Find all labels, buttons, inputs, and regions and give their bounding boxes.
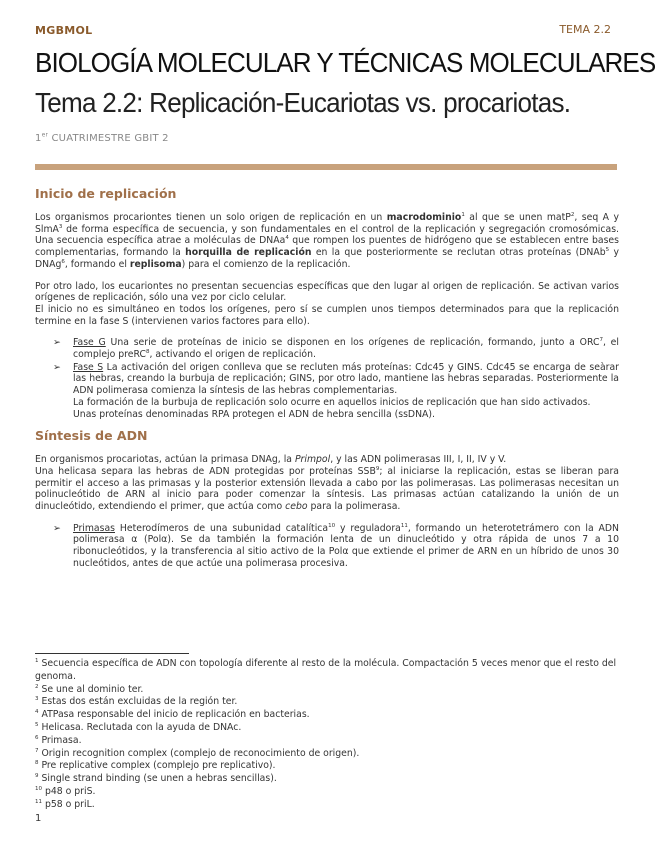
footnote — [35, 748, 619, 761]
footnote-text: Single strand binding (se unen a hebras sencillas). — [38, 773, 277, 785]
footnote-text: p58 o priL. — [42, 798, 95, 810]
arrow-bullet-icon: ➢ — [53, 337, 61, 349]
term-primasas: Primasas — [73, 522, 115, 534]
phase-list — [35, 337, 619, 420]
text-span: y reguladora — [335, 522, 401, 534]
text-span: , formando un heterotetrámero con la ADN polimerasa α (Polα). Se da también la formación lenta de un dinucleótido y otra rápida de unos 7 a 10 ribonucleótidos, y la transferencia al sitio activo de la Polα que extiende el primer de ARN en un híbrido de unos 30 nucleótidos, antes de que actúe una polimerasa procesiva. — [73, 522, 619, 569]
footnote-text: p48 o priS. — [42, 785, 96, 797]
footnote-ref: 6 — [61, 258, 65, 265]
paragraph-helicasa — [35, 466, 619, 513]
footnote-ref: 1 — [461, 211, 465, 218]
text-span: , activando el origen de replicación. — [149, 349, 316, 361]
footnote-number: 2 — [35, 683, 39, 690]
footnote — [35, 696, 619, 709]
text-span: que rompen los puentes de hidrógeno que se establecen entre bases complementarias, formando la — [35, 235, 619, 259]
bold-term-replisoma: replisoma — [129, 258, 182, 270]
footnote-ref: 8 — [146, 348, 150, 355]
footnote-number: 5 — [35, 721, 39, 728]
footnote — [35, 684, 619, 697]
footnote-divider — [35, 653, 189, 654]
footnote — [35, 760, 619, 773]
text-span: de forma específica de secuencia, y son fundamentales en el control de la replicación y segregación cromosómicas. Una secuencia específica atrae a moléculas de DNAa — [35, 223, 619, 247]
footnote-ref: 9 — [375, 465, 380, 472]
title-divider — [35, 164, 617, 170]
footnote-text: Secuencia específica de ADN con topología diferente al resto de la molécula. Compactación 5 veces menor que el resto del genoma. — [35, 658, 617, 682]
footnote-number: 10 — [35, 785, 42, 792]
footnote-number: 11 — [35, 798, 42, 805]
document-subtitle-title: Tema 2.2: Replicación-Eucariotas vs. procariotas. — [35, 87, 571, 118]
footnote-text: Origin recognition complex (complejo de reconocimiento de origen). — [38, 747, 360, 759]
text-span: , el complejo preRC — [73, 337, 619, 361]
main-content — [35, 186, 619, 578]
text-span: al que se unen matP — [464, 212, 571, 223]
footnote — [35, 709, 619, 722]
footnote-number: 3 — [35, 696, 39, 703]
footnote-text: Primasa. — [38, 734, 82, 746]
course-info-sup: er — [41, 131, 49, 139]
footnote-number: 4 — [35, 709, 39, 716]
footnote-ref: 5 — [605, 247, 610, 254]
term-fase-g: Fase G — [73, 337, 106, 349]
italic-term-cebo: cebo — [285, 501, 308, 513]
text-span: Unas proteínas denominadas RPA protegen el ADN de hebra sencilla (ssDNA). — [73, 408, 435, 420]
text-span: Los organismos procariontes tienen un solo origen de replicación en un — [35, 212, 387, 223]
footnotes — [35, 658, 619, 812]
footnote-number: 1 — [35, 657, 39, 664]
text-span: Una helicasa separa las hebras de ADN protegidas por proteínas SSB — [35, 465, 376, 477]
paragraph-eucariontes-2: El inicio no es simultáneo en todos los orígenes, pero sí se cumplen unos tiempos determinados para que la replicación termine en la fase S (intervienen varios factores para ello). — [35, 303, 619, 327]
text-span: ) para el comienzo de la replicación. — [181, 258, 351, 270]
list-item-fase-g — [53, 337, 619, 360]
bold-term-macrodominio: macrodominio — [386, 212, 462, 223]
text-span: , formando el — [64, 258, 130, 270]
arrow-bullet-icon: ➢ — [53, 522, 61, 534]
page-number: 1 — [35, 813, 42, 824]
text-span: , seq A y SlmA — [35, 212, 619, 235]
section-heading-inicio: Inicio de replicación — [35, 186, 177, 201]
footnote-ref: 2 — [570, 211, 575, 218]
text-span: en la que posteriormente se reclutan otras proteínas (DNAb — [311, 247, 606, 259]
header-brand: MGBMOL — [35, 24, 93, 37]
footnote — [35, 722, 619, 735]
course-info-prefix: 1 — [35, 133, 42, 144]
paragraph-procariontes — [35, 212, 619, 271]
footnote-ref: 7 — [599, 337, 603, 344]
section-heading-sintesis: Síntesis de ADN — [35, 428, 148, 444]
term-fase-s: Fase S — [73, 361, 104, 373]
footnote — [35, 786, 619, 799]
footnote — [35, 799, 619, 812]
text-span: ; al iniciarse la replicación, estas se liberan para permitir el acceso a las primasas y la posterior extensión llevada a cabo por las polimerasas. Las polimerasas necesitan un polinucleótido de ARN al inicio para poder comenzar la síntesis. Las primasas actúan catalizando la unión de un dinucleótido, extendiendo el primer, que actúa como — [35, 465, 620, 513]
footnote-text: ATPasa responsable del inicio de replicación en bacterias. — [38, 709, 310, 721]
footnote-ref: 10 — [328, 522, 336, 529]
text-span: En organismos procariotas, actúan la primasa DNAg, la — [35, 454, 295, 466]
footnote-ref: 4 — [285, 235, 289, 242]
text-span: La formación de la burbuja de replicación solo ocurre en aquellos inicios de replicación que han sido activados. — [73, 396, 591, 408]
paragraph-procariotas-enzimas — [35, 454, 619, 466]
list-item-fase-s — [53, 362, 619, 421]
text-span: , y las ADN polimerasas III, I, II, IV y V. — [330, 454, 507, 466]
footnote-text: Helicasa. Reclutada con la ayuda de DNAc. — [38, 721, 242, 733]
footnote-text: Se une al dominio ter. — [38, 683, 144, 695]
italic-term-primpol: Primpol — [294, 454, 331, 466]
document-title: BIOLOGÍA MOLECULAR Y TÉCNICAS MOLECULARES — [35, 47, 655, 78]
footnote — [35, 658, 619, 684]
arrow-bullet-icon: ➢ — [53, 361, 61, 373]
text-span: y DNAg — [35, 247, 619, 270]
footnote — [35, 773, 619, 786]
paragraph-eucariontes-1: Por otro lado, los eucariontes no presentan secuencias específicas que den lugar al origen de replicación. Se activan varios orígenes de replicación, sólo una vez por ciclo celular. — [35, 280, 619, 304]
footnote-ref: 11 — [400, 522, 408, 529]
bold-term-horquilla: horquilla de replicación — [185, 247, 312, 259]
footnote-ref: 3 — [58, 223, 63, 230]
footnote-text: Pre replicative complex (complejo pre replicativo). — [38, 760, 276, 772]
list-item-primasas — [53, 523, 619, 570]
footnote — [35, 735, 619, 748]
footnote-text: Estas dos están excluidas de la región ter. — [38, 696, 238, 708]
footnote-number: 6 — [35, 734, 39, 741]
primasas-list — [35, 523, 619, 570]
footnote-number: 7 — [35, 747, 39, 754]
header-topic: TEMA 2.2 — [559, 23, 611, 36]
footnote-number: 9 — [35, 773, 39, 780]
text-span: Una serie de proteínas de inicio se disponen en los orígenes de replicación, formando, junto a ORC — [105, 337, 600, 349]
course-info-rest: CUATRIMESTRE GBIT 2 — [48, 133, 169, 144]
footnote-number: 8 — [35, 760, 39, 767]
text-span: La activación del origen conlleva que se recluten más proteínas: Cdc45 y GINS. Cdc45 se encarga de seàrar las hebras, creando la burbuja de replicación; GINS, por otro lado, mantiene las hebras separadas. Posteriormente la ADN polimerasa comienza la síntesis de las hebras complementarias. — [73, 361, 619, 397]
text-span: para la polimerasa. — [307, 501, 401, 513]
text-span: Heterodímeros de una subunidad catalítica — [115, 522, 329, 534]
course-info — [35, 133, 169, 144]
